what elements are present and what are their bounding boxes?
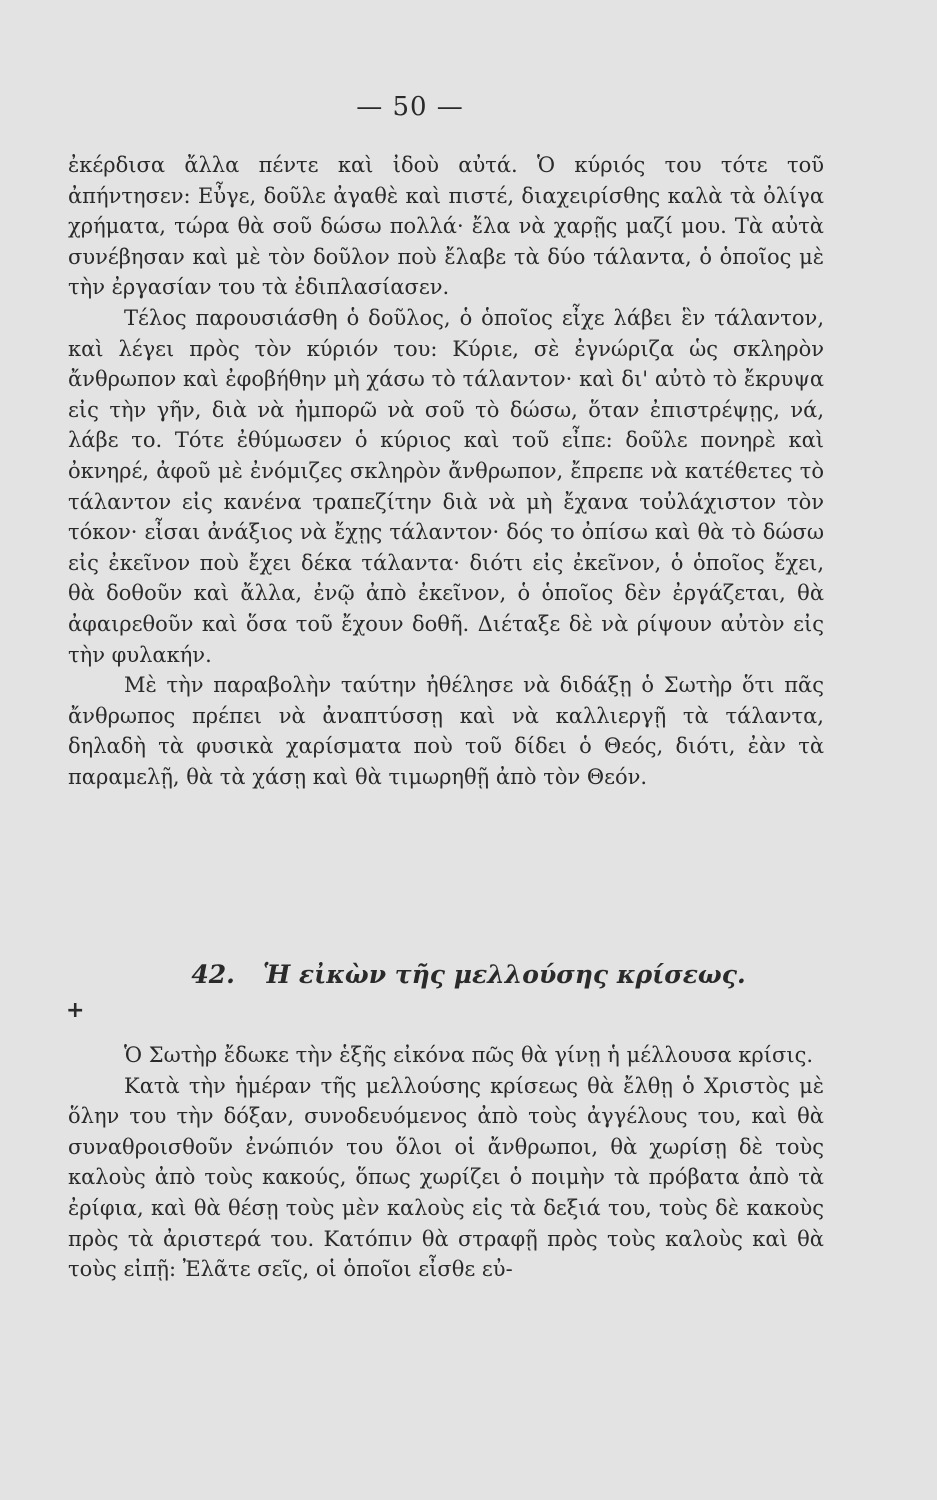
section-number: 42.	[191, 960, 235, 989]
text-block-bottom	[68, 1040, 824, 1285]
paragraph: Κατὰ τὴν ἡμέραν τῆς μελλούσης κρίσεως θὰ ἔλθῃ ὁ Χριστὸς μὲ ὅλην του τὴν δόξαν, συνοδευόμενος ἀπὸ τοὺς ἀγγέλους του, καὶ θὰ συναθροισθοῦν ἐνώπιόν του ὅλοι οἱ ἄνθρωποι, θὰ χωρίσῃ δὲ τοὺς καλοὺς ἀπὸ τοὺς κακούς, ὅπως χωρίζει ὁ ποιμὴν τὰ πρόβατα ἀπὸ τὰ ἐρίφια, καὶ θὰ θέσῃ τοὺς μὲν καλοὺς εἰς τὰ δεξιά του, τοὺς δὲ κακοὺς πρὸς τὰ ἀριστερά του. Κατόπιν θὰ στραφῇ πρὸς τοὺς καλοὺς καὶ θὰ τοὺς εἰπῇ: Ἐλᾶτε σεῖς, οἱ ὁποῖοι εἶσθε εὐ-	[68, 1073, 824, 1282]
page-number: — 50 —	[356, 92, 464, 122]
paragraph: ἐκέρδισα ἄλλα πέντε καὶ ἰδοὺ αὐτά. Ὁ κύριός του τότε τοῦ ἀπήντησεν: Εὖγε, δοῦλε ἀγαθὲ καὶ πιστέ, διαχειρίσθης καλὰ τὰ ὀλίγα χρήματα, τώρα θὰ σοῦ δώσω πολλά· ἔλα νὰ χαρῇς μαζί μου. Τὰ αὐτὰ συνέβησαν καὶ μὲ τὸν δοῦλον ποὺ ἔλαβε τὰ δύο τάλαντα, ὁ ὁποῖος μὲ τὴν ἐργασίαν του τὰ ἐδιπλασίασεν.	[68, 153, 824, 300]
paragraph: Μὲ τὴν παραβολὴν ταύτην ἠθέλησε νὰ διδάξῃ ὁ Σωτὴρ ὅτι πᾶς ἄνθρωπος πρέπει νὰ ἀναπτύσσῃ καὶ νὰ καλλιεργῇ τὰ τάλαντα, δηλαδὴ τὰ φυσικὰ χαρίσματα ποὺ τοῦ δίδει ὁ Θεός, διότι, ἐὰν τὰ παραμελῇ, θὰ τὰ χάσῃ καὶ θὰ τιμωρηθῇ ἀπὸ τὸν Θεόν.	[68, 673, 824, 789]
paragraph: Ὁ Σωτὴρ ἔδωκε τὴν ἑξῆς εἰκόνα πῶς θὰ γίνῃ ἡ μέλλουσα κρίσις.	[124, 1043, 814, 1067]
section-heading	[0, 960, 937, 989]
section-title: Ἡ εἰκὼν τῆς μελλούσης κρίσεως.	[262, 960, 746, 989]
text-block-top	[68, 150, 824, 792]
paragraph: Τέλος παρουσιάσθη ὁ δοῦλος, ὁ ὁποῖος εἶχε λάβει ἓν τάλαντον, καὶ λέγει πρὸς τὸν κύριόν του: Κύριε, σὲ ἐγνώριζα ὡς σκληρὸν ἄνθρωπον καὶ ἐφοβήθην μὴ χάσω τὸ τάλαντον· καὶ δι' αὐτὸ τὸ ἔκρυψα εἰς τὴν γῆν, διὰ νὰ ἠμπορῶ νὰ σοῦ τὸ δώσω, ὅταν ἐπιστρέψῃς, νά, λάβε το. Τότε ἐθύμωσεν ὁ κύριος καὶ τοῦ εἶπε: δοῦλε πονηρὲ καὶ ὀκνηρέ, ἀφοῦ μὲ ἐνόμιζες σκληρὸν ἄνθρωπον, ἔπρεπε νὰ κατέθετες τὸ τάλαντον εἰς κανένα τραπεζίτην διὰ νὰ μὴ ἔχανα τοὐλάχιστον τὸν τόκον· εἶσαι ἀνάξιος νὰ ἔχῃς τάλαντον· δός το ὀπίσω καὶ θὰ τὸ δώσω εἰς ἐκεῖνον ποὺ ἔχει δέκα τάλαντα· διότι εἰς ἐκεῖνον, ὁ ὁποῖος ἔχει, θὰ δοθοῦν καὶ ἄλλα, ἐνῷ ἀπὸ ἐκεῖνον, ὁ ὁποῖος δὲν ἐργάζεται, θὰ ἀφαιρεθοῦν καὶ ὅσα τοῦ ἔχουν δοθῆ. Διέταξε δὲ νὰ ρίψουν αὐτὸν εἰς τὴν φυλακήν.	[68, 305, 824, 667]
handwritten-cross-mark: +	[66, 998, 85, 1023]
